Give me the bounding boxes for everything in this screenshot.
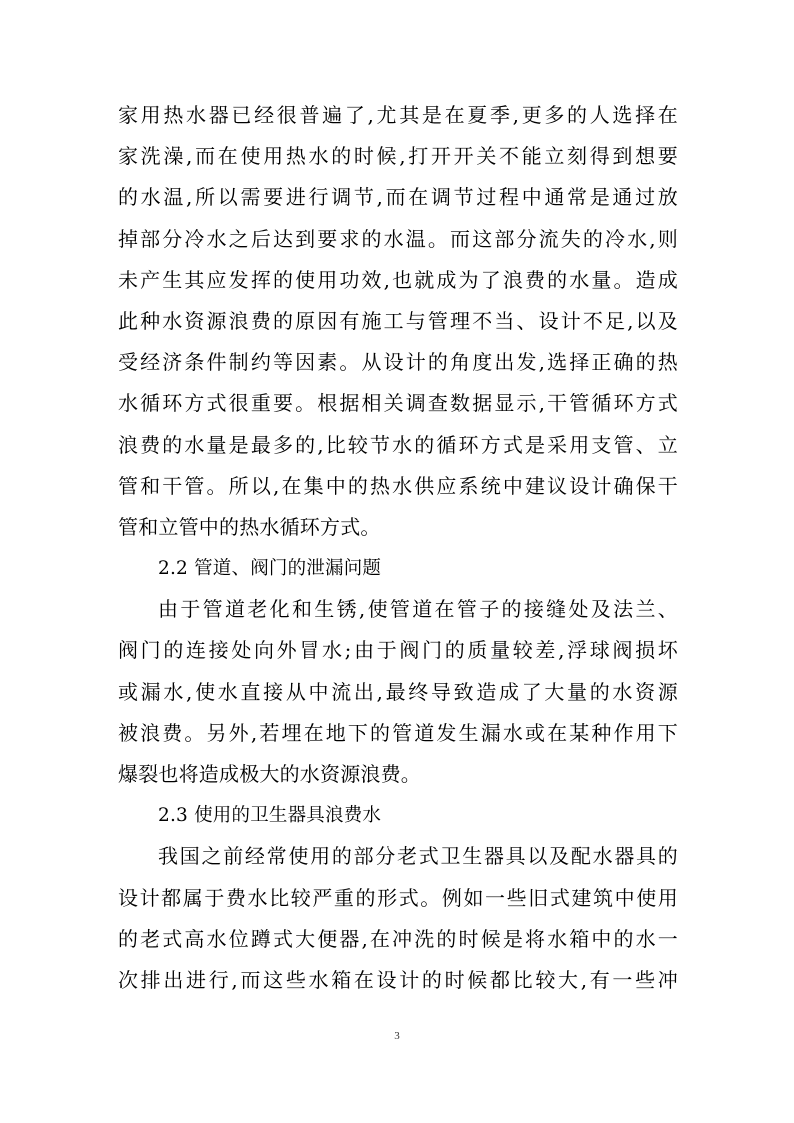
document-body <box>118 95 678 1001</box>
paragraph-hot-water <box>118 95 678 548</box>
section-pipe-valve-leakage <box>118 548 678 795</box>
text-line: 掉部分冷水之后达到要求的水温。而这部分流失的冷水,则 <box>118 226 678 251</box>
text-line: 受经济条件制约等因素。从设计的角度出发,选择正确的热 <box>118 350 678 375</box>
page-number: 3 <box>394 1030 400 1042</box>
text-line: 爆裂也将造成极大的水资源浪费。 <box>118 762 421 786</box>
text-line: 浪费的水量是最多的,比较节水的循环方式是采用支管、立 <box>118 432 678 457</box>
text-line: 家洗澡,而在使用热水的时候,打开开关不能立刻得到想要 <box>118 144 678 169</box>
text-line: 被浪费。另外,若埋在地下的管道发生漏水或在某种作用下 <box>118 720 678 745</box>
text-line: 管和干管。所以,在集中的热水供应系统中建议设计确保干 <box>118 473 678 498</box>
text-line: 未产生其应发挥的使用功效,也就成为了浪费的水量。造成 <box>118 267 678 292</box>
text-line: 我国之前经常使用的部分老式卫生器具以及配水器具的 <box>158 844 678 869</box>
text-line: 水循环方式很重要。根据相关调查数据显示,干管循环方式 <box>118 391 678 416</box>
text-line: 家用热水器已经很普遍了,尤其是在夏季,更多的人选择在 <box>118 103 678 127</box>
section-sanitary-fixtures <box>118 795 678 1001</box>
section-heading: 2.3 使用的卫生器具浪费水 <box>158 805 382 827</box>
text-line: 的老式高水位蹲式大便器,在冲洗的时候是将水箱中的水一 <box>118 926 678 951</box>
section-heading: 2.2 管道、阀门的泄漏问题 <box>158 558 382 580</box>
text-line: 此种水资源浪费的原因有施工与管理不当、设计不足,以及 <box>118 308 678 333</box>
text-line: 次排出进行,而这些水箱在设计的时候都比较大,有一些冲 <box>118 967 678 992</box>
text-line: 设计都属于费水比较严重的形式。例如一些旧式建筑中使用 <box>118 885 678 910</box>
text-line: 管和立管中的热水循环方式。 <box>118 514 381 539</box>
text-line: 由于管道老化和生锈,使管道在管子的接缝处及法兰、 <box>158 597 678 622</box>
text-line: 或漏水,使水直接从中流出,最终导致造成了大量的水资源 <box>118 679 678 704</box>
text-line: 的水温,所以需要进行调节,而在调节过程中通常是通过放 <box>118 185 678 210</box>
text-line: 阀门的连接处向外冒水;由于阀门的质量较差,浮球阀损坏 <box>118 638 678 663</box>
